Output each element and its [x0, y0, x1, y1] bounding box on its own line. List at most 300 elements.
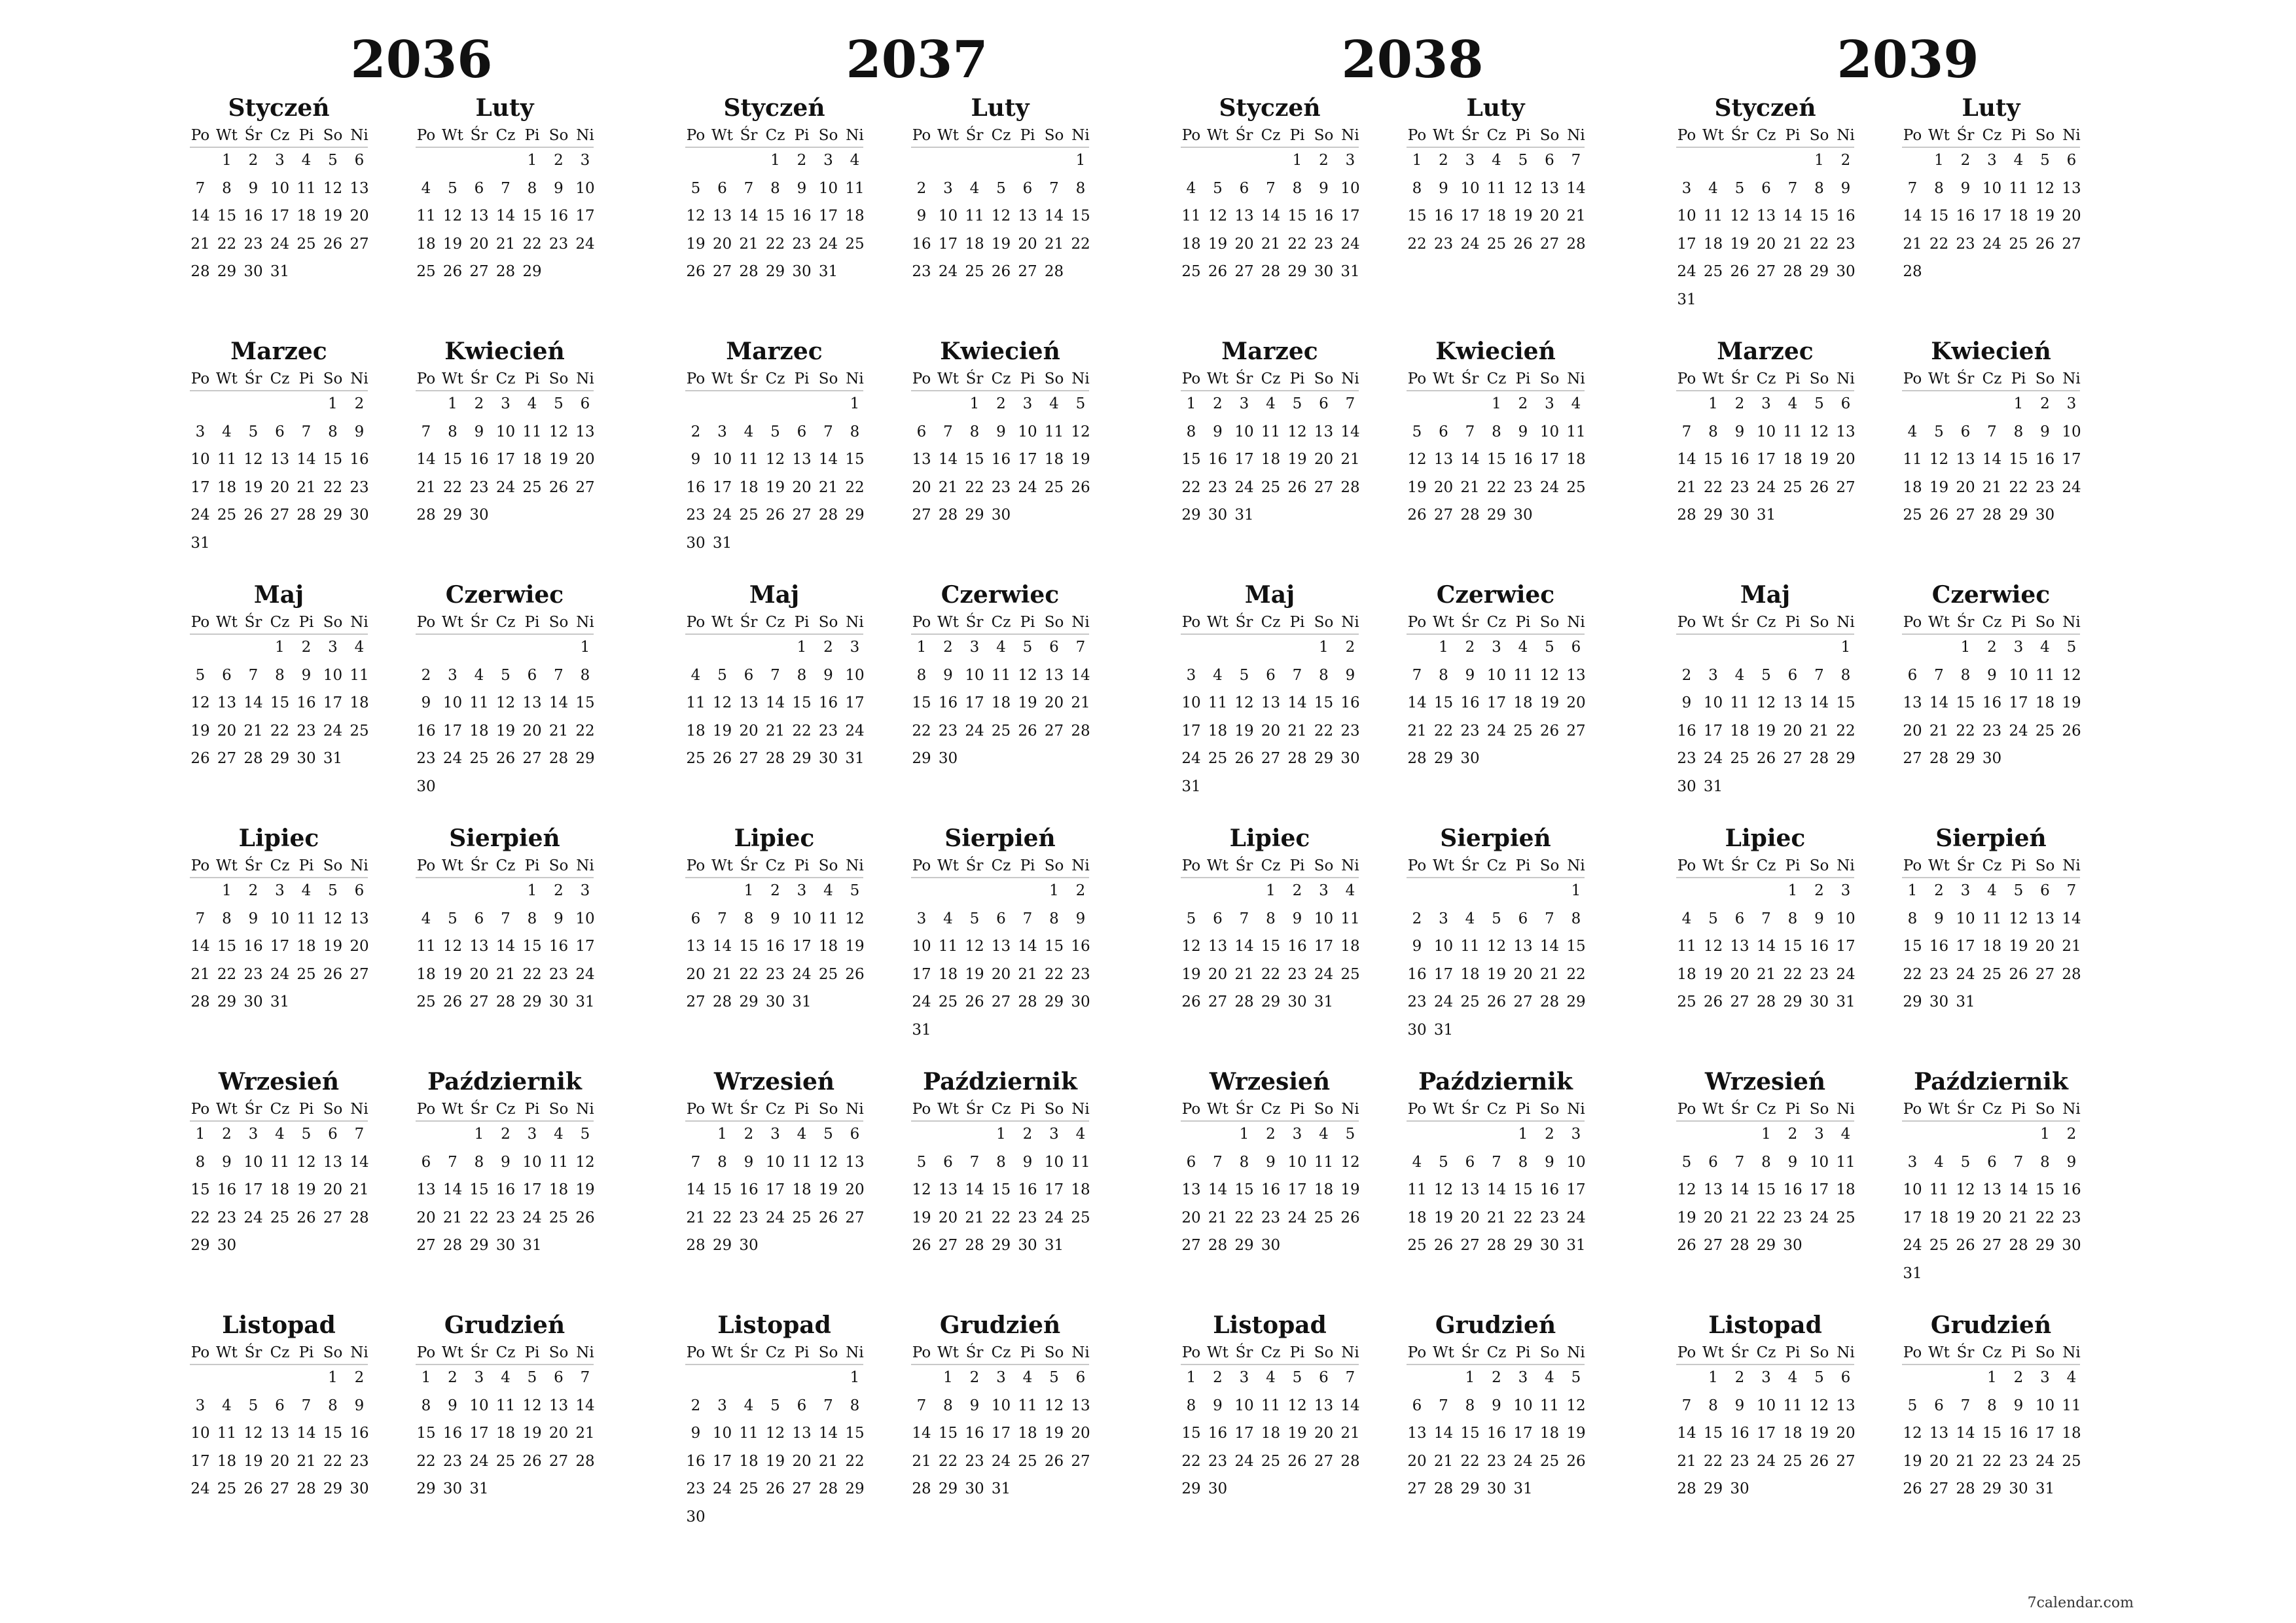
day-cell: 21	[712, 965, 732, 983]
day-cell: 5	[1571, 1369, 1581, 1386]
weekday-label: Po	[190, 1101, 210, 1118]
day-cell: 27	[2035, 965, 2055, 983]
day-cell: 30	[1513, 507, 1533, 524]
day-cell: 26	[522, 1452, 542, 1470]
weekday-label: Ni	[350, 1344, 368, 1361]
day-cell: 26	[1181, 993, 1201, 1010]
day-cell: 20	[1756, 235, 1776, 253]
weekday-label: Pi	[1289, 1344, 1305, 1361]
day-cell: 30	[495, 1237, 516, 1254]
day-cell: 16	[765, 938, 785, 955]
day-cell: 22	[1181, 478, 1201, 496]
day-cell: 26	[2035, 235, 2055, 253]
day-cell: 22	[1433, 722, 1454, 740]
day-cell: 5	[1960, 1153, 1971, 1171]
weekday-label: Śr	[1461, 127, 1479, 144]
day-cell: 6	[691, 910, 701, 927]
day-cell: 7	[770, 666, 780, 684]
day-cell: 4	[823, 882, 833, 899]
weekday-label: Wt	[1702, 614, 1724, 631]
day-cell: 18	[416, 235, 436, 253]
day-cell: 25	[686, 750, 706, 767]
weekday-label: Cz	[270, 127, 290, 144]
day-cell: 7	[301, 1397, 312, 1414]
day-cell: 19	[1903, 1452, 1922, 1470]
day-cell: 10	[190, 451, 210, 468]
day-cell: 7	[1787, 179, 1798, 197]
day-cell: 29	[712, 1237, 732, 1254]
day-cell: 20	[792, 478, 812, 496]
day-cell: 19	[818, 1181, 838, 1198]
day-cell: 23	[686, 507, 706, 524]
day-cell: 16	[495, 1181, 516, 1198]
weekday-label: Po	[686, 857, 706, 874]
day-cell: 18	[1261, 451, 1281, 468]
day-cell: 5	[1186, 910, 1196, 927]
day-cell: 9	[1465, 666, 1475, 684]
weekday-label: Pi	[1515, 1344, 1531, 1361]
day-cell: 8	[1518, 1153, 1528, 1171]
day-cell: 22	[1234, 1209, 1254, 1226]
day-cell: 9	[474, 423, 484, 440]
day-cell: 31	[469, 1480, 489, 1497]
weekday-label: Ni	[2062, 370, 2081, 387]
day-cell: 8	[1412, 179, 1422, 197]
day-cell: 14	[765, 694, 785, 711]
day-cell: 30	[792, 263, 812, 280]
weekday-label: Ni	[846, 127, 864, 144]
day-cell: 25	[1513, 722, 1533, 740]
weekday-label: Ni	[846, 857, 864, 874]
day-cell: 25	[1407, 1237, 1427, 1254]
day-cell: 4	[1345, 882, 1355, 899]
day-cell: 28	[1903, 263, 1922, 280]
day-cell: 7	[195, 179, 206, 197]
day-cell: 21	[1261, 235, 1281, 253]
day-cell: 25	[1982, 965, 2002, 983]
day-cell: 25	[1677, 993, 1696, 1010]
day-cell: 23	[912, 263, 931, 280]
day-cell: 15	[1956, 694, 1975, 711]
day-cell: 23	[739, 1209, 759, 1226]
day-cell: 17	[1234, 1425, 1254, 1442]
weekday-label: Śr	[470, 370, 488, 387]
day-cell: 13	[1460, 1181, 1480, 1198]
day-cell: 27	[1460, 1237, 1480, 1254]
day-cell: 20	[1513, 965, 1533, 983]
weekday-header	[685, 369, 863, 391]
day-cell: 27	[1407, 1480, 1427, 1497]
weekday-label: Śr	[1235, 127, 1253, 144]
day-cell: 13	[712, 207, 732, 224]
day-cell: 24	[1460, 235, 1480, 253]
day-cell: 1	[474, 1126, 484, 1143]
day-cell: 9	[797, 179, 807, 197]
day-cell: 27	[1982, 1237, 2002, 1254]
month-name: Sierpień	[944, 825, 1056, 852]
day-cell: 23	[1486, 1452, 1507, 1470]
day-cell: 6	[328, 1126, 338, 1143]
weekday-label: Wt	[937, 614, 959, 631]
day-cell: 22	[442, 478, 463, 496]
day-cell: 5	[1292, 1369, 1302, 1386]
weekday-label: So	[818, 1344, 838, 1361]
day-cell: 1	[222, 882, 232, 899]
day-cell: 21	[765, 722, 785, 740]
day-cell: 26	[1433, 1237, 1454, 1254]
day-cell: 11	[845, 179, 865, 197]
weekday-label: Śr	[1731, 1101, 1749, 1118]
day-cell: 17	[1756, 1425, 1776, 1442]
day-cell: 8	[222, 910, 232, 927]
weekday-label: So	[323, 857, 343, 874]
day-cell: 4	[1708, 179, 1718, 197]
day-cell: 7	[1571, 152, 1581, 169]
day-cell: 18	[495, 1425, 516, 1442]
day-cell: 21	[1929, 722, 1949, 740]
day-cell: 2	[474, 395, 484, 412]
weekday-label: So	[1809, 1101, 1829, 1118]
day-cell: 9	[691, 451, 701, 468]
day-cell: 3	[1319, 882, 1329, 899]
day-cell: 7	[1814, 666, 1824, 684]
day-cell: 5	[1708, 910, 1718, 927]
day-cell: 27	[1903, 750, 1922, 767]
day-cell: 11	[792, 1153, 812, 1171]
weekday-header	[685, 613, 863, 635]
day-cell: 12	[991, 207, 1011, 224]
day-cell: 4	[1681, 910, 1692, 927]
day-cell: 30	[1018, 1237, 1037, 1254]
day-cell: 27	[1756, 263, 1776, 280]
day-cell: 20	[1261, 722, 1281, 740]
day-cell: 6	[1075, 1369, 1086, 1386]
day-cell: 22	[2035, 1209, 2055, 1226]
day-cell: 19	[765, 478, 785, 496]
weekday-label: So	[1539, 1101, 1560, 1118]
day-cell: 7	[1239, 910, 1249, 927]
day-cell: 30	[416, 777, 436, 795]
day-cell: 16	[912, 235, 931, 253]
weekday-label: Śr	[1235, 857, 1253, 874]
day-cell: 2	[222, 1126, 232, 1143]
weekday-label: Ni	[2062, 614, 2081, 631]
weekday-label: So	[323, 1344, 343, 1361]
day-cell: 6	[1761, 179, 1771, 197]
day-cell: 13	[1703, 1181, 1723, 1198]
day-cell: 12	[575, 1153, 595, 1171]
month-name: Kwiecień	[940, 338, 1060, 365]
day-cell: 14	[818, 451, 838, 468]
day-cell: 27	[350, 965, 369, 983]
day-cell: 27	[1783, 750, 1803, 767]
day-cell: 30	[2035, 507, 2055, 524]
weekday-label: Po	[190, 370, 210, 387]
day-cell: 5	[770, 1397, 780, 1414]
weekday-label: So	[1539, 857, 1560, 874]
day-cell: 26	[765, 507, 785, 524]
day-cell: 11	[991, 666, 1011, 684]
weekday-header	[1181, 613, 1359, 635]
day-cell: 3	[1186, 666, 1196, 684]
day-cell: 2	[1787, 1126, 1798, 1143]
weekday-label: Pi	[1020, 1101, 1035, 1118]
day-cell: 8	[744, 910, 754, 927]
day-cell: 20	[1929, 1452, 1949, 1470]
day-cell: 15	[2035, 1181, 2055, 1198]
day-cell: 12	[495, 694, 516, 711]
day-cell: 27	[416, 1237, 436, 1254]
day-cell: 5	[1439, 1153, 1448, 1171]
day-cell: 3	[195, 1397, 206, 1414]
day-cell: 6	[474, 910, 484, 927]
day-cell: 15	[323, 1425, 343, 1442]
day-cell: 25	[1261, 478, 1281, 496]
day-cell: 6	[1934, 1397, 1944, 1414]
day-cell: 17	[190, 478, 210, 496]
day-cell: 29	[217, 993, 237, 1010]
day-cell: 25	[522, 478, 542, 496]
weekday-label: Po	[1407, 857, 1427, 874]
day-cell: 23	[965, 1452, 984, 1470]
day-cell: 21	[1433, 1452, 1454, 1470]
day-cell: 18	[991, 694, 1011, 711]
day-cell: 20	[548, 1425, 569, 1442]
day-cell: 22	[2009, 478, 2028, 496]
weekday-label: Wt	[442, 1101, 463, 1118]
day-cell: 1	[717, 1126, 727, 1143]
day-cell: 4	[744, 1397, 754, 1414]
day-cell: 26	[991, 263, 1011, 280]
day-cell: 23	[495, 1209, 516, 1226]
day-cell: 12	[765, 451, 785, 468]
day-cell: 9	[1345, 666, 1355, 684]
day-cell: 13	[575, 423, 595, 440]
day-cell: 31	[991, 1480, 1011, 1497]
day-cell: 12	[818, 1153, 838, 1171]
weekday-label: Pi	[1785, 1344, 1801, 1361]
day-cell: 25	[296, 965, 316, 983]
weekday-header	[1181, 1343, 1359, 1365]
weekday-label: Pi	[2011, 370, 2026, 387]
day-cell: 6	[1708, 1153, 1718, 1171]
day-cell: 22	[1261, 965, 1281, 983]
day-cell: 23	[350, 478, 369, 496]
day-cell: 1	[1439, 639, 1448, 656]
weekday-header	[1407, 1343, 1585, 1365]
day-cell: 17	[2062, 451, 2081, 468]
day-cell: 13	[792, 1425, 812, 1442]
day-cell: 4	[1492, 152, 1501, 169]
day-cell: 26	[818, 1209, 838, 1226]
weekday-label: Pi	[298, 127, 314, 144]
day-cell: 10	[575, 179, 595, 197]
day-cell: 2	[1345, 639, 1355, 656]
day-cell: 10	[270, 179, 290, 197]
weekday-label: So	[548, 127, 569, 144]
day-cell: 1	[797, 639, 807, 656]
day-cell: 20	[1407, 1452, 1427, 1470]
day-cell: 23	[1982, 722, 2002, 740]
day-cell: 26	[1018, 722, 1037, 740]
day-cell: 16	[686, 478, 706, 496]
day-cell: 21	[190, 965, 210, 983]
weekday-label: Wt	[937, 127, 959, 144]
day-cell: 7	[916, 1397, 927, 1414]
day-cell: 2	[996, 395, 1006, 412]
day-cell: 5	[969, 910, 980, 927]
day-cell: 16	[243, 207, 263, 224]
month-name: Styczeń	[1219, 94, 1321, 122]
day-cell: 31	[845, 750, 865, 767]
day-cell: 24	[965, 722, 984, 740]
day-cell: 8	[580, 666, 590, 684]
day-cell: 23	[686, 1480, 706, 1497]
day-cell: 31	[1314, 993, 1334, 1010]
day-cell: 16	[548, 938, 569, 955]
day-cell: 30	[2062, 1237, 2081, 1254]
day-cell: 30	[765, 993, 785, 1010]
weekday-label: Śr	[1956, 127, 1975, 144]
day-cell: 11	[548, 1153, 569, 1171]
day-cell: 23	[469, 478, 489, 496]
day-cell: 17	[575, 938, 595, 955]
day-cell: 15	[217, 207, 237, 224]
day-cell: 24	[1181, 750, 1201, 767]
day-cell: 23	[1730, 478, 1749, 496]
day-cell: 10	[965, 666, 984, 684]
day-cell: 22	[938, 1452, 958, 1470]
weekday-header	[911, 1343, 1089, 1365]
day-cell: 19	[686, 235, 706, 253]
day-cell: 9	[770, 910, 780, 927]
weekday-label: Ni	[1341, 1344, 1359, 1361]
day-cell: 17	[1677, 235, 1696, 253]
weekday-label: Wt	[1433, 614, 1454, 631]
day-cell: 18	[686, 722, 706, 740]
day-cell: 6	[580, 395, 590, 412]
day-cell: 4	[301, 152, 312, 169]
day-cell: 19	[1809, 1425, 1829, 1442]
weekday-label: Wt	[1207, 1344, 1229, 1361]
day-cell: 1	[1492, 395, 1501, 412]
weekday-label: Cz	[991, 857, 1011, 874]
day-cell: 15	[190, 1181, 210, 1198]
weekday-header	[685, 856, 863, 878]
day-cell: 30	[217, 1237, 237, 1254]
day-cell: 21	[1756, 965, 1776, 983]
day-cell: 28	[1208, 1237, 1228, 1254]
day-cell: 19	[548, 451, 569, 468]
day-cell: 24	[1903, 1237, 1922, 1254]
day-cell: 17	[1234, 451, 1254, 468]
day-cell: 15	[1433, 694, 1454, 711]
day-cell: 23	[296, 722, 316, 740]
day-cell: 24	[1044, 1209, 1064, 1226]
day-cell: 20	[1703, 1209, 1723, 1226]
day-cell: 7	[1075, 639, 1086, 656]
day-cell: 14	[1677, 1425, 1696, 1442]
day-cell: 22	[912, 722, 931, 740]
day-cell: 14	[1539, 938, 1560, 955]
day-cell: 25	[991, 722, 1011, 740]
day-cell: 31	[1340, 263, 1360, 280]
day-cell: 23	[1539, 1209, 1560, 1226]
day-cell: 24	[575, 235, 595, 253]
day-cell: 2	[1319, 152, 1329, 169]
weekday-label: Wt	[711, 1101, 733, 1118]
weekday-label: So	[323, 127, 343, 144]
day-cell: 30	[1677, 777, 1696, 795]
day-cell: 11	[2009, 179, 2028, 197]
day-cell: 20	[1208, 965, 1228, 983]
day-cell: 21	[243, 722, 263, 740]
day-cell: 2	[554, 882, 564, 899]
day-cell: 18	[416, 965, 436, 983]
day-cell: 26	[296, 1209, 316, 1226]
day-cell: 8	[421, 1397, 431, 1414]
day-cell: 22	[1181, 1452, 1201, 1470]
day-cell: 15	[1181, 1425, 1201, 1442]
day-cell: 31	[2035, 1480, 2055, 1497]
day-cell: 4	[301, 882, 312, 899]
day-cell: 22	[575, 722, 595, 740]
weekday-label: So	[1044, 1101, 1064, 1118]
weekday-label: Pi	[298, 1101, 314, 1118]
day-cell: 21	[350, 1181, 369, 1198]
weekday-label: Pi	[794, 1101, 810, 1118]
day-cell: 2	[1492, 1369, 1501, 1386]
day-cell: 5	[448, 910, 457, 927]
day-cell: 24	[1340, 235, 1360, 253]
day-cell: 5	[1934, 423, 1944, 440]
weekday-label: Ni	[1071, 127, 1090, 144]
day-cell: 2	[1545, 1126, 1554, 1143]
day-cell: 5	[301, 1126, 312, 1143]
day-cell: 17	[765, 1181, 785, 1198]
day-cell: 30	[296, 750, 316, 767]
weekday-label: Ni	[1567, 1344, 1585, 1361]
month-name: Maj	[749, 581, 800, 609]
weekday-label: Wt	[1433, 1101, 1454, 1118]
weekday-label: Pi	[1289, 857, 1305, 874]
day-cell: 13	[1929, 1425, 1949, 1442]
weekday-label: Ni	[576, 1101, 594, 1118]
weekday-label: Ni	[1837, 857, 1855, 874]
day-cell: 29	[765, 263, 785, 280]
weekday-label: Pi	[524, 127, 540, 144]
day-cell: 29	[1703, 1480, 1723, 1497]
day-cell: 16	[1677, 722, 1696, 740]
day-cell: 4	[1545, 1369, 1554, 1386]
day-cell: 10	[1314, 910, 1334, 927]
day-cell: 30	[1340, 750, 1360, 767]
day-cell: 13	[739, 694, 759, 711]
day-cell: 5	[580, 1126, 590, 1143]
day-cell: 28	[1809, 750, 1829, 767]
day-cell: 30	[965, 1480, 984, 1497]
day-cell: 18	[818, 938, 838, 955]
day-cell: 3	[1840, 882, 1851, 899]
day-cell: 22	[217, 965, 237, 983]
weekday-label: Wt	[216, 1101, 238, 1118]
weekday-label: Cz	[495, 857, 516, 874]
weekday-label: Wt	[1433, 127, 1454, 144]
day-cell: 22	[792, 722, 812, 740]
day-cell: 30	[1730, 507, 1749, 524]
day-cell: 13	[1261, 694, 1281, 711]
day-cell: 1	[850, 1369, 860, 1386]
